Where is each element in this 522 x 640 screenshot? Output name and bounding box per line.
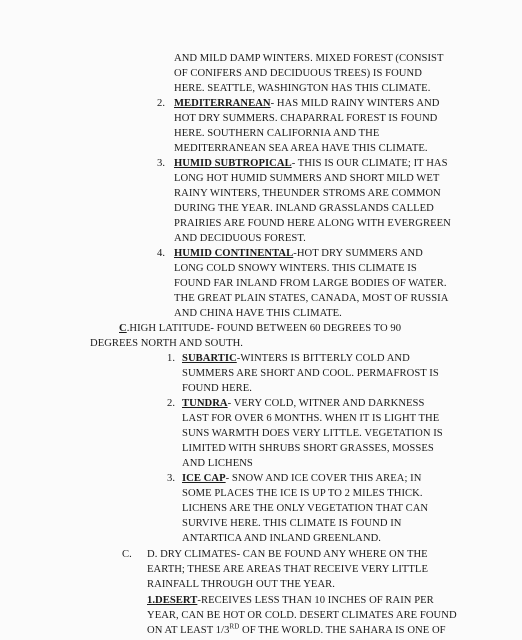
text-line: ON AT LEAST 1/3RD OF THE WORLD. THE SAHARA IS ONE OF <box>147 622 446 636</box>
term-tundra: TUNDRA <box>182 398 228 409</box>
text-line: AND CHINA HAVE THIS CLIMATE. <box>174 308 342 319</box>
list-item-mediterranean <box>174 96 439 111</box>
text-line: LAST FOR OVER 6 MONTHS. WHEN IT IS LIGHT THE <box>182 413 440 424</box>
list-number: 1. <box>167 353 176 364</box>
text-line: ANTARTICA AND INLAND GREENLAND. <box>182 533 381 544</box>
text-line: AND MILD DAMP WINTERS. MIXED FOREST (CONSIST <box>174 53 444 64</box>
text-span: -RECEIVES LESS THAN 10 INCHES OF RAIN PER <box>197 595 434 606</box>
text-line: LICHENS ARE THE ONLY VEGETATION THAT CAN <box>182 503 429 514</box>
text-span: - THIS IS OUR CLIMATE; IT HAS <box>291 158 448 169</box>
text-span: .HIGH LATITUDE- FOUND BETWEEN 60 DEGREES TO 90 <box>126 323 402 334</box>
list-item-tundra <box>182 396 424 411</box>
term-humid-continental: HUMID CONTINENTAL <box>174 248 294 259</box>
list-number: 4. <box>157 248 166 259</box>
section-letter: C <box>119 323 127 334</box>
list-item-humid-continental <box>174 246 423 261</box>
term-humid-subtropical: HUMID SUBTROPICAL <box>174 158 292 169</box>
list-number: 3. <box>157 158 166 169</box>
text-line: EARTH; THESE ARE AREAS THAT RECEIVE VERY LITTLE <box>147 564 428 575</box>
text-line: DURING THE YEAR. INLAND GRASSLANDS CALLED <box>174 203 434 214</box>
text-line: LONG COLD SNOWY WINTERS. THIS CLIMATE IS <box>174 263 417 274</box>
text-line: PRAIRIES ARE FOUND HERE ALONG WITH EVERGREEN <box>174 218 451 229</box>
text-line: SURVIVE HERE. THIS CLIMATE IS FOUND IN <box>182 518 402 529</box>
list-item-desert <box>147 593 434 608</box>
text-line: OF CONIFERS AND DECIDUOUS TREES) IS FOUND <box>174 68 422 79</box>
text-line: DEGREES NORTH AND SOUTH. <box>90 338 243 349</box>
text-line: MEDITERRANEAN SEA AREA HAVE THIS CLIMATE. <box>174 143 428 154</box>
text-line: SUMMERS ARE SHORT AND COOL. PERMAFROST IS <box>182 368 439 379</box>
section-letter: C. <box>122 549 132 560</box>
term-ice-cap: ICE CAP <box>182 473 226 484</box>
list-number: 3. <box>167 473 176 484</box>
text-line: RAINFALL THROUGH OUT THE YEAR. <box>147 579 335 590</box>
text-line: LONG HOT HUMID SUMMERS AND SHORT MILD WET <box>174 173 440 184</box>
text-line: YEAR, CAN BE HOT OR COLD. DESERT CLIMATES ARE FOUND <box>147 610 457 621</box>
text-line: AND LICHENS <box>182 458 253 469</box>
text-line: THE GREAT PLAIN STATES, CANADA, MOST OF RUSSIA <box>174 293 449 304</box>
text-line: SOME PLACES THE ICE IS UP TO 2 MILES THICK. <box>182 488 423 499</box>
text-span: - SNOW AND ICE COVER THIS AREA; IN <box>225 473 422 484</box>
text-line: SUNS WARMTH DOES VERY LITTLE. VEGETATION IS <box>182 428 443 439</box>
text-line: FOUND HERE. <box>182 383 252 394</box>
text-span: - HAS MILD RAINY WINTERS AND <box>270 98 440 109</box>
term-mediterranean: MEDITERRANEAN <box>174 98 271 109</box>
list-number: 2. <box>157 98 166 109</box>
section-heading-high-latitude <box>119 321 401 336</box>
text-span: -HOT DRY SUMMERS AND <box>293 248 423 259</box>
list-item-humid-subtropical <box>174 156 448 171</box>
list-number: 1. <box>147 595 156 606</box>
text-line: LIMITED WITH SHRUBS SHORT GRASSES, MOSSES <box>182 443 434 454</box>
list-item-ice-cap <box>182 471 421 486</box>
text-span: - VERY COLD, WITNER AND DARKNESS <box>227 398 425 409</box>
text-line: FOUND FAR INLAND FROM LARGE BODIES OF WATER. <box>174 278 447 289</box>
text-span: -WINTERS IS BITTERLY COLD AND <box>236 353 410 364</box>
text-line: HERE. SEATTLE, WASHINGTON HAS THIS CLIMATE. <box>174 83 431 94</box>
text-line: HERE. SOUTHERN CALIFORNIA AND THE <box>174 128 380 139</box>
text-line: HOT DRY SUMMERS. CHAPARRAL FOREST IS FOUND <box>174 113 438 124</box>
text-line: RAINY WINTERS, THEUNDER STROMS ARE COMMON <box>174 188 441 199</box>
superscript: RD <box>229 622 240 631</box>
text-line: AND DECIDUOUS FOREST. <box>174 233 306 244</box>
list-number: 2. <box>167 398 176 409</box>
term-subartic: SUBARTIC <box>182 353 237 364</box>
term-desert: 1.DESERT <box>147 595 198 606</box>
section-heading-dry-climates: D. DRY CLIMATES- CAN BE FOUND ANY WHERE ON THE <box>147 549 428 560</box>
list-item-subartic <box>182 351 410 366</box>
